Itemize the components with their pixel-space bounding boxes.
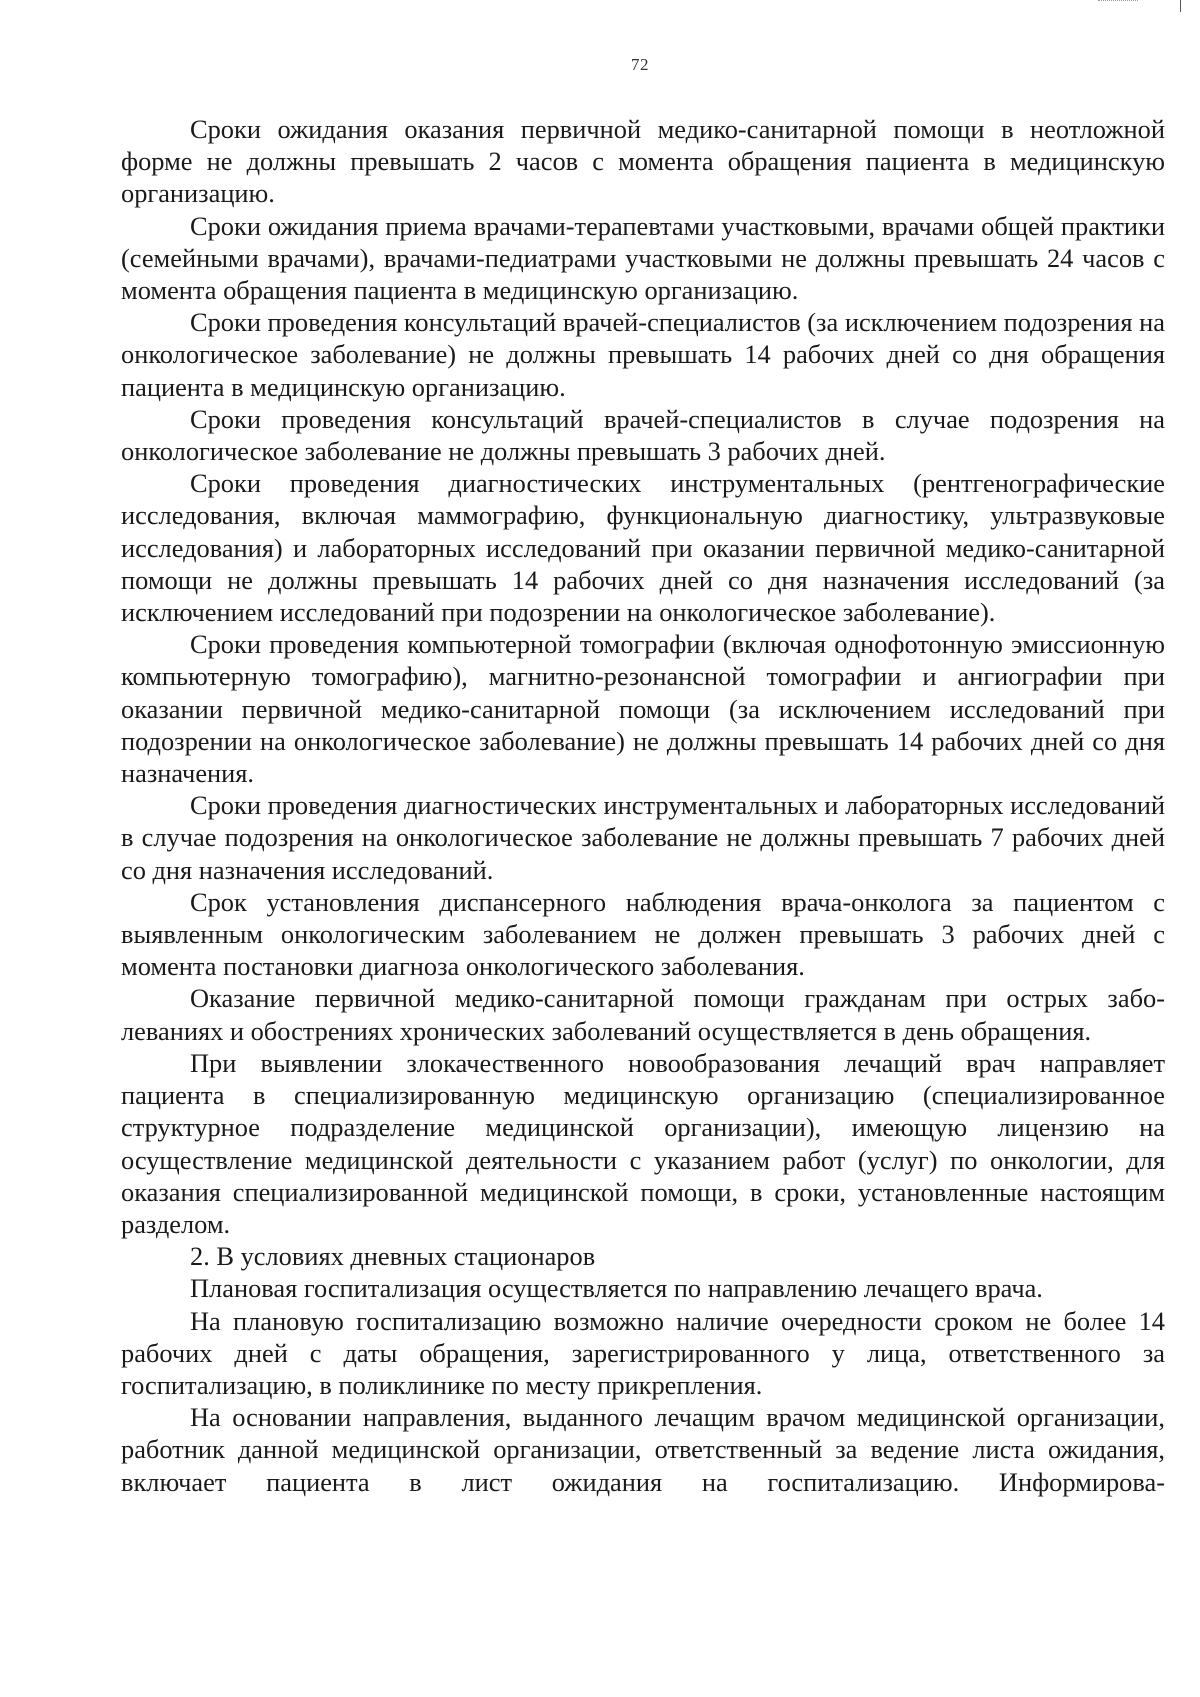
paragraph-malignancy-referral: При выявлении злокачественного новообразования лечащий врач направляет пациента в специализированную медицинскую организацию (специализированное структурное подразделение медицинской организации), имеющую лицензию на осуществление медицинской деятельности с указанием работ (услуг) по онкологии, для оказания специализированной медицинской помощи, в сроки, установленные настоящим разделом. xyxy=(121,1047,1165,1239)
paragraph-specialist-consultation: Сроки проведения консультаций врачей-специалистов (за исключением подозрения на онкологическое заболевание) не должны превышать 14 рабочих дней со дня обращения пациента в медицинскую организацию. xyxy=(121,307,1165,402)
paragraph-emergency-care-waiting: Сроки ожидания оказания первичной медико-санитарной помощи в неотложной форме не должны превышать 2 часов с момента обращения пациента в медицинскую организацию. xyxy=(121,114,1165,209)
paragraph-diagnostic-tests: Сроки проведения диагностических инструментальных (рентгенографические исследования, включая маммографию, функциональную диагностику, ультразвуковые исследования) и лабораторных исследований при оказании первичной медико-санитарной помощи не должны превышать 14 рабочих дней со дня назначения исследований (за исключением исследований при подозрении на онкологическое заболевание). xyxy=(121,468,1165,628)
scan-artifact xyxy=(1098,0,1138,7)
paragraph-oncology-diagnostics: Сроки проведения диагностических инструментальных и лабораторных исследований в случае подозрения на онкологическое заболевание не должны превышать 7 рабочих дней со дня назначения исследований. xyxy=(121,790,1165,885)
section-heading-day-hospitals: 2. В условиях дневных стационаров xyxy=(190,1241,596,1272)
document-body xyxy=(121,113,1165,1498)
paragraph-oncology-consultation: Сроки проведения консультаций врачей-специалистов в случае подозрения на онкологическое заболевание не должны превышать 3 рабочих дней. xyxy=(121,403,1165,467)
paragraph-planned-hospitalization: Плановая госпитализация осуществляется по направлению лечащего врача. xyxy=(190,1273,1043,1304)
scan-edge-mark xyxy=(1180,0,1181,12)
paragraph-acute-care: Оказание первичной медико-санитарной помощи гражданам при острых заболеваниях и обострениях хронических заболеваний осуществляется в день обращения. xyxy=(121,983,1165,1046)
paragraph-tomography: Сроки проведения компьютерной томографии (включая однофотонную эмиссионную компьютерную томографию), магнитно-резонансной томографии и ангиографии при оказании первичной медико-санитарной помощи (за исключением исследований при подозрении на онкологическое заболевание) не должны превышать 14 рабочих дней со дня назначения. xyxy=(121,629,1165,789)
paragraph-queue-duration: На плановую госпитализацию возможно наличие очередности сроком не более 14 рабочих дней с даты обращения, зарегистрированного у лица, ответственного за госпитализацию, в поликлинике по месту прикрепления. xyxy=(121,1305,1165,1400)
paragraph-therapist-waiting: Сроки ожидания приема врачами-терапевтами участковыми, врачами общей практики (семейными врачами), врачами-педиатрами участковыми не должны превышать 24 часов с момента обращения пациента в медицинскую организацию. xyxy=(121,210,1165,306)
page-number: 72 xyxy=(631,55,649,74)
paragraph-dispensary-observation: Срок установления диспансерного наблюдения врача-онколога за пациентом с выявленным онкологическим заболеванием не должен превышать 3 рабочих дней с момента постановки диагноза онкологического заболевания. xyxy=(121,886,1165,982)
paragraph-waiting-list: На основании направления, выданного лечащим врачом медицинской организации, работник данной медицинской организации, ответственный за ведение листа ожидания, включает пациента в лист ожидания на госпитализацию. Информирова- xyxy=(121,1402,1165,1497)
